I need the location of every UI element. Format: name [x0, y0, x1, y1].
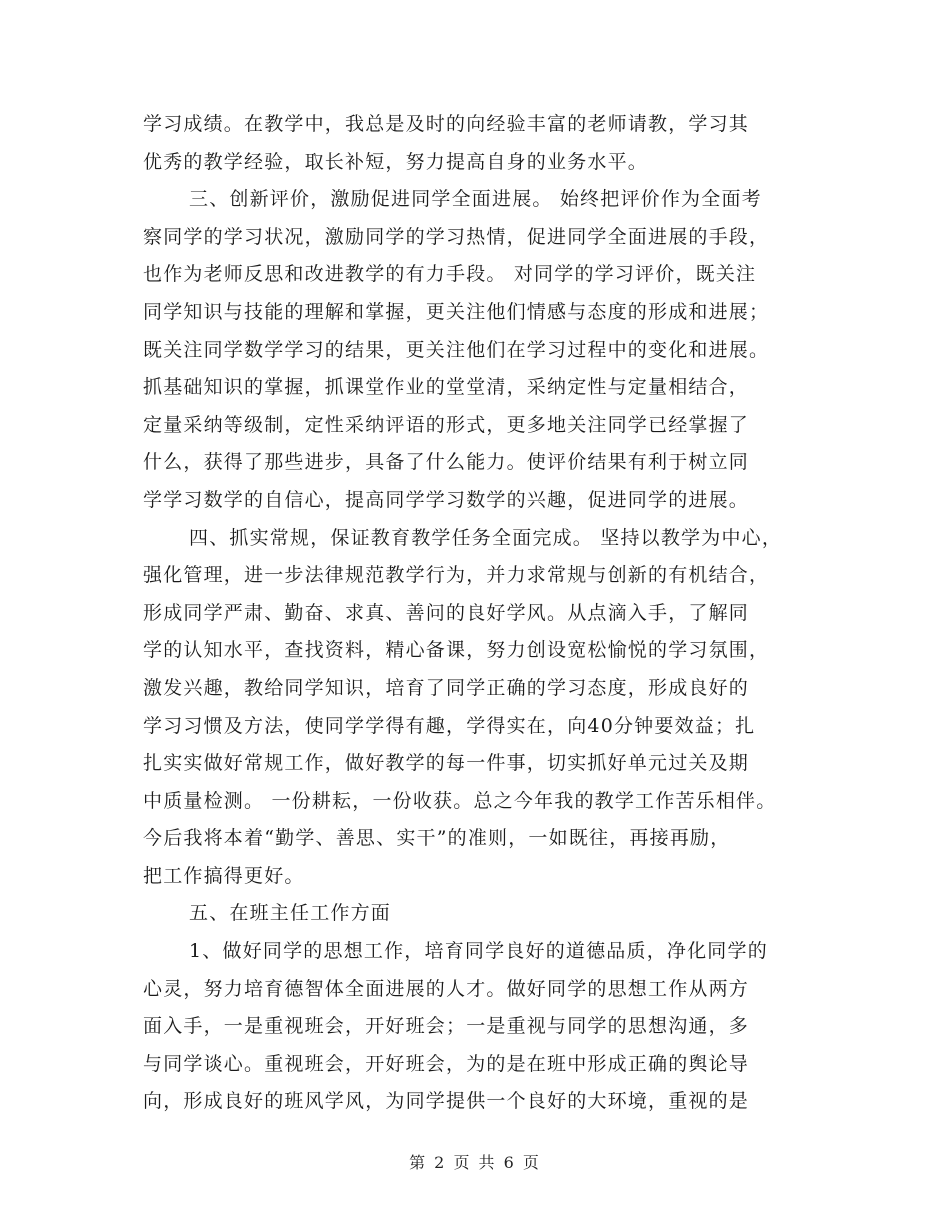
text-line: 中质量检测。 一份耕耘，一份收获。总之今年我的教学工作苦乐相伴。: [143, 789, 777, 812]
text-line: 强化管理，进一步法律规范教学行为，并力求常规与创新的有机结合，: [143, 564, 770, 587]
text-line: 与同学谈心。重视班会，开好班会，为的是在班中形成正确的舆论导: [143, 1052, 750, 1075]
text-line: 定量采纳等级制，定性采纳评语的形式，更多地关注同学已经掌握了: [143, 413, 750, 436]
text-line: 三、创新评价，激励促进同学全面进展。 始终把评价作为全面考: [189, 188, 762, 211]
text-line: 面入手，一是重视班会，开好班会；一是重视与同学的思想沟通，多: [143, 1015, 750, 1038]
text-line: 也作为老师反思和改进教学的有力手段。 对同学的学习评价，既关注: [143, 263, 757, 286]
text-line: 同学知识与技能的理解和掌握，更关注他们情感与态度的形成和进展；: [143, 300, 770, 323]
text-line: 今后我将本着“勤学、善思、实干”的准则，一如既往，再接再励，: [143, 827, 731, 850]
text-line: 1、做好同学的思想工作，培育同学良好的道德品质，净化同学的: [189, 940, 768, 963]
text-line: 抓基础知识的掌握，抓课堂作业的堂堂清，采纳定性与定量相结合，: [143, 376, 750, 399]
text-line: 什么，获得了那些进步，具备了什么能力。使评价结果有利于树立同: [143, 451, 750, 474]
text-line: 向，形成良好的班风学风，为同学提供一个良好的大环境，重视的是: [143, 1090, 750, 1113]
text-line: 四、抓实常规，保证教育教学任务全面完成。 坚持以教学为中心，: [189, 526, 783, 549]
text-line: 形成同学严肃、勤奋、求真、善问的良好学风。从点滴入手，了解同: [143, 601, 750, 624]
text-line: 五、在班主任工作方面: [189, 902, 392, 925]
page-number-footer: 第 2 页 共 6 页: [409, 1153, 541, 1172]
text-line: 学的认知水平，查找资料，精心备课，努力创设宽松愉悦的学习氛围，: [143, 639, 770, 662]
body-text: [143, 106, 843, 1121]
text-line: 心灵，努力培育德智体全面进展的人才。做好同学的思想工作从两方: [143, 977, 750, 1000]
text-line: 优秀的教学经验，取长补短，努力提高自身的业务水平。: [143, 150, 649, 173]
text-line: 既关注同学数学学习的结果，更关注他们在学习过程中的变化和进展。: [143, 338, 770, 361]
text-line: 察同学的学习状况，激励同学的学习热情，促进同学全面进展的手段，: [143, 225, 770, 248]
text-line: 学学习数学的自信心，提高同学学习数学的兴趣，促进同学的进展。: [143, 488, 750, 511]
text-line: 把工作搞得更好。: [143, 864, 305, 887]
text-line: 学习成绩。在教学中，我总是及时的向经验丰富的老师请教，学习其: [143, 113, 750, 135]
text-line: 激发兴趣，教给同学知识，培育了同学正确的学习态度，形成良好的: [143, 676, 750, 699]
text-line: 学习习惯及方法，使同学学得有趣，学得实在，向40分钟要效益；扎: [143, 714, 756, 737]
text-line: 扎实实做好常规工作，做好教学的每一件事，切实抓好单元过关及期: [143, 752, 750, 775]
